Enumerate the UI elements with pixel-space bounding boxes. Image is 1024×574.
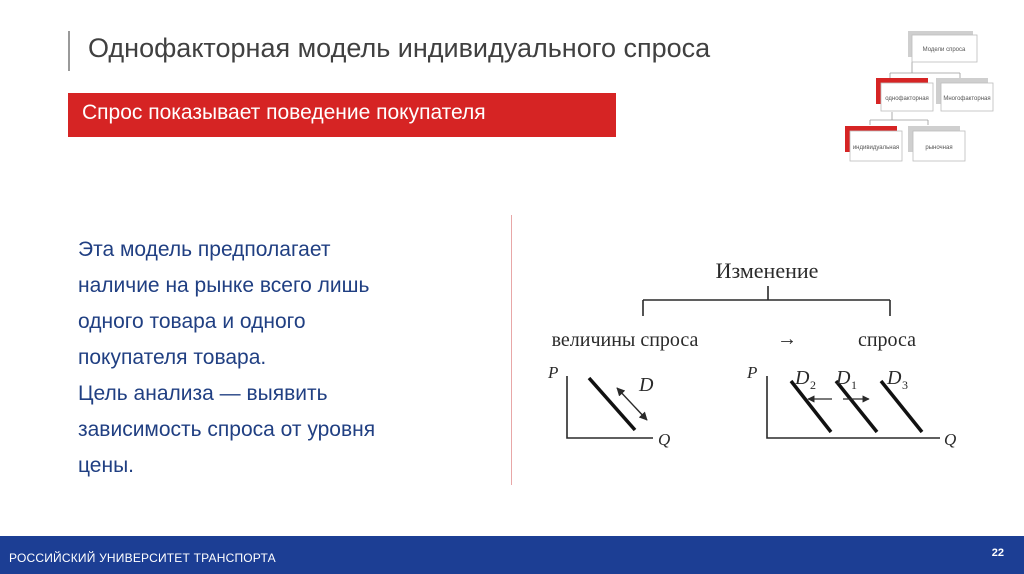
banner-text: Спрос показывает поведение покупателя [82,101,486,124]
transition-arrow: → [777,328,797,350]
body-line: одного товара и одного [78,310,306,333]
tree-node-individual [845,126,902,161]
tree-node-root [908,31,977,62]
curve-d2-subscript: 2 [810,378,816,392]
curve-d1-letter: D [836,367,851,389]
tree-single-factor-label: однофакторная [885,96,929,102]
tree-multi-factor-label: Многофакторная [943,96,991,102]
body-line: Эта модель предполагает [78,238,331,261]
body-line: Цель анализа — выявить [78,382,328,405]
diagram-heading: Изменение [715,258,819,283]
tree-market-label: рыночная [925,145,953,151]
body-paragraph [78,232,498,484]
page-number: 22 [991,547,1004,559]
university-name: РОССИЙСКИЙ УНИВЕРСИТЕТ ТРАНСПОРТА [9,551,276,565]
curve-d1-subscript: 1 [851,378,857,392]
tree-node-multi-factor [936,78,993,111]
body-line: цены. [78,454,134,477]
curve-d2-letter: D [795,367,810,389]
vertical-divider [511,215,512,485]
demand-label: спроса [857,329,917,351]
left-curve-d: D [639,374,654,396]
footer-bar [0,536,1024,574]
model-hierarchy-diagram [840,25,1010,170]
diagram-brace [643,286,890,316]
body-line: покупателя товара. [78,346,267,369]
right-axis-q: Q [944,430,957,449]
demand-change-diagram [525,248,975,463]
page-title: Однофакторная модель индивидуального спроса [88,33,711,63]
curve-shift-graph [746,363,956,449]
red-banner [68,93,616,137]
right-axis-p: P [747,363,758,382]
quantity-demanded-label: величины спроса [551,329,699,351]
curve-d3-subscript: 3 [902,378,908,392]
tree-root-label: Модели спроса [922,47,966,53]
title-accent-bar [68,31,70,71]
movement-along-curve-graph [547,363,670,449]
left-axis-q: Q [658,430,671,449]
tree-node-market [908,126,965,161]
body-line: зависимость спроса от уровня [78,418,376,441]
curve-d3-letter: D [887,367,902,389]
body-line: наличие на рынке всего лишь [78,274,370,297]
tree-node-single-factor [876,78,933,111]
tree-individual-label: индивидуальная [852,145,900,151]
left-axis-p: P [548,363,559,382]
